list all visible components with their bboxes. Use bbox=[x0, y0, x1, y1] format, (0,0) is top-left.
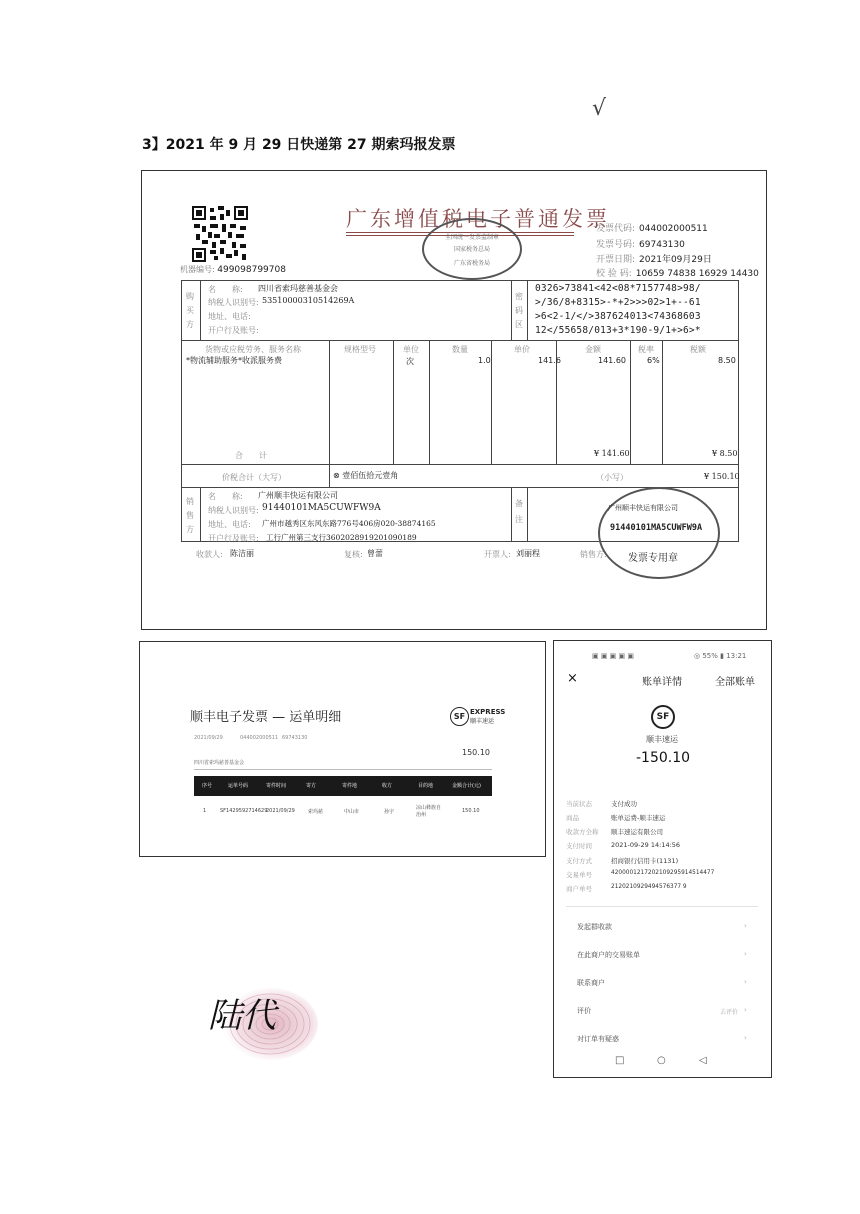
detail-label: 交易单号 bbox=[566, 871, 592, 879]
sf-amount: 150.10 bbox=[462, 748, 490, 757]
sf-divider bbox=[194, 769, 492, 770]
sf-th: 金额合计(元) bbox=[452, 783, 481, 789]
cross-circle-icon: ⊗ bbox=[333, 471, 340, 480]
grid-line-buyer-label bbox=[200, 280, 201, 340]
grid-line-col-rate bbox=[630, 340, 631, 464]
col-spec: 规格型号 bbox=[344, 345, 376, 354]
grid-line-seller-label bbox=[200, 487, 201, 542]
grid-line-pw-label bbox=[527, 280, 528, 340]
sum-words-text: 壹佰伍拾元壹角 bbox=[342, 471, 399, 480]
sf-td: 2021/09/29 bbox=[266, 808, 295, 814]
merchant-name: 顺丰速运 bbox=[646, 735, 678, 744]
menu-contact-merchant[interactable]: 联系商户 bbox=[577, 979, 605, 987]
seller-bank: 工行广州第三支行3602028919201090189 bbox=[266, 533, 417, 542]
item-tax: 8.50 bbox=[718, 356, 736, 365]
seal-line-3: 广东省税务局 bbox=[453, 260, 490, 267]
detail-label: 支付时间 bbox=[566, 842, 592, 850]
buyer-section-label: 购买方 bbox=[186, 292, 194, 329]
payment-amount: -150.10 bbox=[636, 750, 691, 766]
buyer-taxid-label: 纳税人识别号: bbox=[208, 298, 259, 307]
detail-value: 2021-09-29 14:14:56 bbox=[611, 841, 681, 849]
sf-th: 运单号码 bbox=[228, 783, 249, 789]
grid-line-pw-left bbox=[511, 280, 512, 340]
reviewer: 曾蕾 bbox=[367, 549, 383, 558]
menu-order-question[interactable]: 对订单有疑惑 bbox=[577, 1035, 619, 1043]
sf-invoice-title: 顺丰电子发票 — 运单明细 bbox=[190, 710, 342, 725]
total-label: 合 计 bbox=[235, 451, 267, 460]
handwritten-signature: 陆代 bbox=[208, 996, 276, 1036]
seller-taxid-label: 纳税人识别号: bbox=[208, 506, 259, 515]
sf-th: 目的地 bbox=[418, 783, 434, 789]
grid-line-items-bottom bbox=[181, 464, 739, 465]
sf-th: 寄件时间 bbox=[266, 783, 287, 789]
sf-th: 寄方 bbox=[306, 783, 317, 789]
seller-bank-label: 开户行及账号: bbox=[208, 534, 259, 543]
sf-brand-cn: 顺丰速运 bbox=[470, 718, 495, 725]
sf-logo-icon: SF bbox=[651, 705, 675, 729]
seller-address: 广州市越秀区东风东路776号406房020-38874165 bbox=[262, 519, 436, 528]
seller-seal bbox=[598, 487, 720, 579]
sf-logo-icon: SF bbox=[450, 707, 469, 726]
chevron-right-icon: › bbox=[744, 978, 747, 986]
all-bills-link[interactable]: 全部账单 bbox=[715, 677, 755, 688]
chevron-right-icon: › bbox=[744, 950, 747, 958]
detail-value: 4200001217202109295914514477 bbox=[611, 870, 715, 876]
detail-label: 收款方全称 bbox=[566, 828, 599, 836]
item-goods: *物流辅助服务*收派服务费 bbox=[186, 356, 282, 365]
recent-apps-icon[interactable]: □ bbox=[615, 1055, 625, 1066]
close-icon[interactable]: × bbox=[567, 671, 578, 686]
sum-small-label: （小写） bbox=[596, 473, 628, 482]
bill-detail-title: 账单详情 bbox=[642, 677, 682, 688]
grid-line-col-price bbox=[491, 340, 492, 464]
detail-label: 商品 bbox=[566, 814, 579, 822]
detail-value: 支付成功 bbox=[611, 800, 637, 808]
grid-line-remark-label bbox=[527, 487, 528, 542]
buyer-bank-label: 开户行及账号: bbox=[208, 326, 259, 335]
detail-value: 账单运费-顺丰速运 bbox=[611, 814, 666, 822]
item-qty: 1.0 bbox=[478, 356, 491, 365]
buyer-taxid: 53510000310514269A bbox=[262, 296, 355, 305]
menu-rate-extra: 去评价 bbox=[720, 1009, 739, 1016]
seal-line-1: 全国统一发票监制章 bbox=[444, 234, 499, 241]
sf-meta-number: 69743130 bbox=[282, 735, 308, 741]
password-line: >/36/8+8315>-*+2>>>02>1+--61 bbox=[535, 297, 701, 308]
detail-value: 招商银行信用卡(1131) bbox=[611, 857, 679, 865]
machine-number bbox=[180, 264, 286, 275]
sf-td: 孙宇 bbox=[384, 809, 395, 815]
detail-divider bbox=[566, 906, 758, 907]
menu-group-collect[interactable]: 发起群收款 bbox=[577, 923, 612, 931]
invoice-date: 开票日期: 2021年09月29日 bbox=[596, 255, 712, 265]
sf-table-header bbox=[194, 776, 492, 796]
col-price: 单价 bbox=[514, 345, 530, 354]
chevron-right-icon: › bbox=[744, 922, 747, 930]
chevron-right-icon: › bbox=[744, 1006, 747, 1014]
seller-section-label: 销售方 bbox=[186, 497, 194, 534]
sf-td: 1 bbox=[203, 808, 207, 814]
sum-words bbox=[333, 470, 398, 481]
detail-label: 支付方式 bbox=[566, 857, 592, 865]
payee: 陈洁丽 bbox=[230, 549, 254, 558]
sf-td: 凉山彝族自治州 bbox=[416, 805, 442, 818]
invoice-code: 发票代码: 044002000511 bbox=[596, 224, 708, 234]
password-line: 12</55658/013+3*190-9/1+>6>* bbox=[535, 325, 701, 336]
grid-line-sum-split bbox=[329, 464, 330, 487]
sf-th: 收方 bbox=[382, 783, 393, 789]
grid-line-col-spec bbox=[329, 340, 330, 464]
total-amount: ¥ 141.60 bbox=[594, 449, 630, 458]
sf-th: 序号 bbox=[202, 783, 213, 789]
sf-td: 中山市 bbox=[344, 809, 360, 815]
grid-line-remark-left bbox=[511, 487, 512, 542]
password-line: 0326>73841<42<08*7157748>98/ bbox=[535, 283, 701, 294]
seller-sign-label: 销售方: bbox=[580, 550, 607, 559]
status-bar-right: ◎ 55% ▮ 13:21 bbox=[694, 652, 747, 660]
col-tax-rate: 税率 bbox=[638, 345, 654, 354]
invoice-title: 广东增值税电子普通发票 bbox=[346, 207, 610, 231]
home-icon[interactable]: ○ bbox=[657, 1055, 666, 1066]
grid-line-buyer-bottom bbox=[181, 340, 739, 341]
page-title: 3】2021 年 9 月 29 日快递第 27 期索玛报发票 bbox=[142, 137, 456, 153]
menu-merchant-bills[interactable]: 在此商户的交易账单 bbox=[577, 951, 640, 959]
seller-address-label: 地址、电话: bbox=[208, 520, 251, 529]
buyer-name-label: 名 称: bbox=[208, 285, 243, 294]
back-icon[interactable]: ◁ bbox=[699, 1055, 707, 1066]
password-line: >6<2-1/</>387624013<74368603 bbox=[535, 311, 701, 322]
check-mark: √ bbox=[592, 96, 607, 121]
detail-value: 顺丰速运有限公司 bbox=[611, 828, 663, 836]
sf-th: 寄件地 bbox=[342, 783, 358, 789]
tax-bureau-seal bbox=[422, 218, 522, 280]
sf-td: SF1429592714629 bbox=[220, 808, 268, 814]
col-unit: 单位 bbox=[403, 345, 419, 354]
detail-label: 当前状态 bbox=[566, 800, 592, 808]
sum-label: 价税合计（大写） bbox=[222, 473, 286, 482]
reviewer-label: 复核: bbox=[344, 550, 363, 559]
sf-buyer: 四川省索玛慈善基金会 bbox=[194, 760, 245, 766]
status-icons-left: ▣ ▣ ▣ ▣ ▣ bbox=[592, 652, 634, 660]
drawer-label: 开票人: bbox=[484, 550, 511, 559]
buyer-name: 四川省索玛慈善基金会 bbox=[258, 284, 338, 293]
grid-line-col-qty bbox=[429, 340, 430, 464]
seller-seal-taxid: 91440101MA5CUWFW9A bbox=[610, 523, 703, 533]
col-qty: 数量 bbox=[452, 345, 468, 354]
item-amount: 141.60 bbox=[598, 356, 626, 365]
detail-value: 2120210929494576377 9 bbox=[611, 884, 687, 890]
seller-taxid: 91440101MA5CUWFW9A bbox=[262, 503, 381, 513]
sf-meta-date: 2021/09/29 bbox=[194, 735, 223, 741]
check-code: 校 验 码: 10659 74838 16929 14430 bbox=[596, 269, 759, 279]
col-tax: 税额 bbox=[690, 345, 706, 354]
seller-seal-label: 发票专用章 bbox=[628, 553, 678, 564]
item-tax-rate: 6% bbox=[647, 356, 660, 365]
machine-label: 机器编号: bbox=[180, 265, 215, 274]
menu-rate[interactable]: 评价 bbox=[577, 1007, 591, 1015]
grid-line-col-unit bbox=[393, 340, 394, 464]
col-goods: 货物或应税劳务、服务名称 bbox=[205, 345, 301, 354]
drawer: 刘丽程 bbox=[516, 549, 540, 558]
password-label: 密码区 bbox=[515, 292, 523, 329]
sf-td: 索玛慈 bbox=[308, 809, 324, 815]
payee-label: 收款人: bbox=[196, 550, 223, 559]
col-amount: 金额 bbox=[585, 345, 601, 354]
remark-label: 备注 bbox=[515, 499, 523, 524]
chevron-right-icon: › bbox=[744, 1034, 747, 1042]
item-price: 141.6 bbox=[538, 356, 561, 365]
buyer-address-label: 地址、电话: bbox=[208, 312, 251, 321]
seller-seal-name: 广州顺丰快运有限公司 bbox=[608, 504, 678, 512]
machine-value: 499098799708 bbox=[217, 265, 286, 275]
detail-label: 商户单号 bbox=[566, 885, 592, 893]
seller-name: 广州顺丰快运有限公司 bbox=[258, 491, 338, 500]
total-tax: ¥ 8.50 bbox=[712, 449, 738, 458]
seller-name-label: 名 称: bbox=[208, 492, 243, 501]
qr-code bbox=[192, 206, 248, 262]
sf-td: 150.10 bbox=[462, 808, 480, 814]
sf-meta-code: 044002000511 bbox=[240, 735, 279, 741]
item-unit: 次 bbox=[406, 357, 414, 366]
seal-line-2: 国家税务总局 bbox=[453, 246, 490, 253]
grid-line-col-tax bbox=[662, 340, 663, 464]
invoice-number: 发票号码: 69743130 bbox=[596, 240, 685, 250]
sum-small: ¥ 150.10 bbox=[704, 472, 740, 481]
sf-brand-en: EXPRESS bbox=[470, 708, 506, 716]
